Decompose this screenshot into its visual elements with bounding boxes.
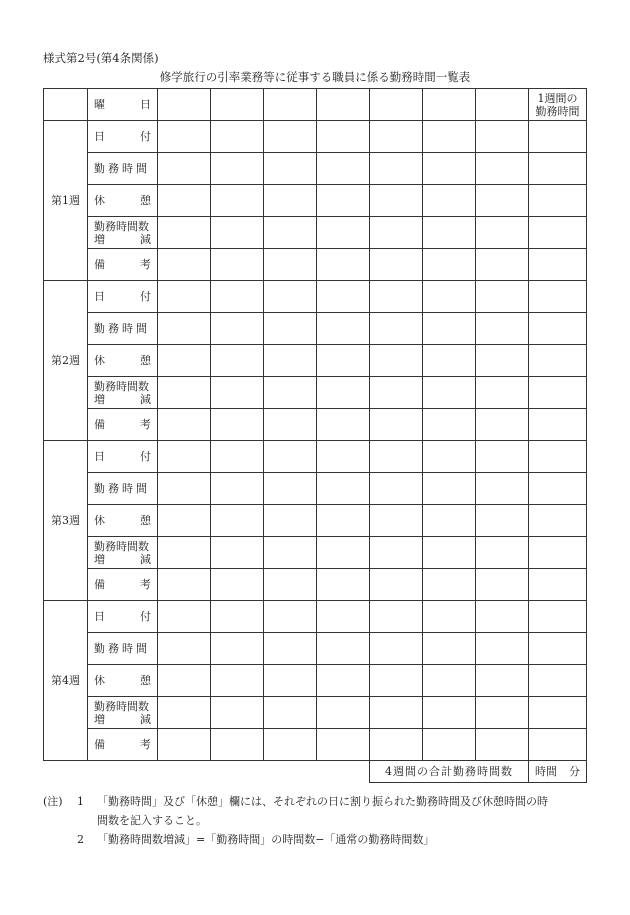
entry-cell[interactable] (370, 633, 423, 665)
entry-cell[interactable] (476, 153, 529, 185)
entry-cell[interactable] (158, 473, 211, 505)
weekly-total-cell[interactable] (529, 409, 587, 441)
row-label: 勤務時間数 増 減 (88, 537, 158, 569)
entry-cell[interactable] (476, 473, 529, 505)
row-label: 勤務時間 (88, 153, 158, 185)
entry-cell[interactable] (158, 217, 211, 249)
entry-cell[interactable] (423, 537, 476, 569)
entry-cell[interactable] (211, 633, 264, 665)
weekly-total-cell[interactable] (529, 505, 587, 537)
entry-cell[interactable] (317, 505, 370, 537)
entry-cell[interactable] (423, 569, 476, 601)
entry-cell[interactable] (370, 537, 423, 569)
entry-cell[interactable] (158, 697, 211, 729)
row-label: 勤務時間数 増 減 (88, 697, 158, 729)
entry-cell[interactable] (211, 377, 264, 409)
entry-cell[interactable] (158, 345, 211, 377)
hours-increase-row (44, 217, 587, 249)
entry-cell[interactable] (158, 121, 211, 153)
entry-cell[interactable] (317, 665, 370, 697)
day-cell[interactable] (211, 89, 264, 121)
entry-cell[interactable] (476, 377, 529, 409)
entry-cell[interactable] (423, 633, 476, 665)
entry-cell[interactable] (317, 249, 370, 281)
entry-cell[interactable] (370, 345, 423, 377)
entry-cell[interactable] (264, 665, 317, 697)
rest-row (44, 665, 587, 697)
entry-cell[interactable] (211, 473, 264, 505)
entry-cell[interactable] (423, 505, 476, 537)
note-text: 「勤務時間数増減」=「勤務時間」の時間数−「通常の勤務時間数」 (97, 833, 435, 846)
entry-cell[interactable] (370, 505, 423, 537)
entry-cell[interactable] (264, 249, 317, 281)
entry-cell[interactable] (423, 409, 476, 441)
week-label: 第3週 (44, 441, 88, 601)
entry-cell[interactable] (476, 505, 529, 537)
entry-cell[interactable] (423, 185, 476, 217)
entry-cell[interactable] (211, 121, 264, 153)
entry-cell[interactable] (158, 249, 211, 281)
form-number: 様式第2号(第4条関係) (43, 51, 159, 65)
row-label: 勤務時間 (88, 313, 158, 345)
entry-cell[interactable] (158, 281, 211, 313)
week-label: 第2週 (44, 281, 88, 441)
entry-cell[interactable] (423, 281, 476, 313)
weekly-total-cell[interactable] (529, 121, 587, 153)
entry-cell[interactable] (264, 345, 317, 377)
row-label: 日 付 (88, 121, 158, 153)
entry-cell[interactable] (423, 377, 476, 409)
entry-cell[interactable] (317, 473, 370, 505)
row-label: 備 考 (88, 409, 158, 441)
row-label: 備 考 (88, 249, 158, 281)
date-row (44, 281, 587, 313)
entry-cell[interactable] (317, 281, 370, 313)
day-of-week-label: 曜 日 (88, 89, 158, 121)
entry-cell[interactable] (476, 729, 529, 761)
weekly-total-cell[interactable] (529, 569, 587, 601)
entry-cell[interactable] (423, 665, 476, 697)
entry-cell[interactable] (370, 185, 423, 217)
weekly-total-cell[interactable] (529, 665, 587, 697)
four-week-total-label: 4週間の合計勤務時間数 (370, 761, 529, 783)
entry-cell[interactable] (423, 121, 476, 153)
entry-cell[interactable] (158, 505, 211, 537)
notes (43, 792, 617, 849)
entry-cell[interactable] (158, 313, 211, 345)
row-label: 休 憩 (88, 185, 158, 217)
weekly-total-cell[interactable] (529, 441, 587, 473)
work-hours-row (44, 313, 587, 345)
row-label: 日 付 (88, 441, 158, 473)
row-label: 勤務時間数 増 減 (88, 377, 158, 409)
entry-cell[interactable] (211, 665, 264, 697)
weekly-total-cell[interactable] (529, 601, 587, 633)
entry-cell[interactable] (158, 377, 211, 409)
entry-cell[interactable] (211, 217, 264, 249)
entry-cell[interactable] (370, 281, 423, 313)
entry-cell[interactable] (370, 313, 423, 345)
entry-cell[interactable] (476, 569, 529, 601)
date-row (44, 601, 587, 633)
weekly-total-cell[interactable] (529, 217, 587, 249)
entry-cell[interactable] (423, 249, 476, 281)
entry-cell[interactable] (476, 601, 529, 633)
entry-cell[interactable] (264, 601, 317, 633)
entry-cell[interactable] (317, 537, 370, 569)
hours-increase-row (44, 377, 587, 409)
note-number: 1 (77, 795, 84, 808)
entry-cell[interactable] (211, 537, 264, 569)
entry-cell[interactable] (423, 441, 476, 473)
entry-cell[interactable] (370, 249, 423, 281)
row-label: 勤務時間数 増 減 (88, 217, 158, 249)
entry-cell[interactable] (158, 729, 211, 761)
entry-cell[interactable] (370, 697, 423, 729)
day-cell[interactable] (317, 89, 370, 121)
rest-row (44, 505, 587, 537)
entry-cell[interactable] (370, 217, 423, 249)
entry-cell[interactable] (370, 601, 423, 633)
entry-cell[interactable] (423, 473, 476, 505)
day-cell[interactable] (476, 89, 529, 121)
entry-cell[interactable] (264, 217, 317, 249)
entry-cell[interactable] (370, 121, 423, 153)
note-text: 「勤務時間」及び「休憩」欄には、それぞれの日に割り振られた勤務時間及び休憩時間の時 (97, 795, 548, 808)
row-label: 日 付 (88, 281, 158, 313)
entry-cell[interactable] (476, 185, 529, 217)
entry-cell[interactable] (317, 313, 370, 345)
entry-cell[interactable] (476, 313, 529, 345)
entry-cell[interactable] (158, 537, 211, 569)
entry-cell[interactable] (211, 153, 264, 185)
note-text: 間数を記入すること。 (97, 814, 207, 827)
row-label: 備 考 (88, 569, 158, 601)
entry-cell[interactable] (317, 569, 370, 601)
entry-cell[interactable] (158, 633, 211, 665)
date-row (44, 121, 587, 153)
entry-cell[interactable] (370, 377, 423, 409)
entry-cell[interactable] (211, 185, 264, 217)
entry-cell[interactable] (211, 569, 264, 601)
weekly-total-cell[interactable] (529, 473, 587, 505)
entry-cell[interactable] (476, 537, 529, 569)
row-label: 日 付 (88, 601, 158, 633)
entry-cell[interactable] (317, 217, 370, 249)
entry-cell[interactable] (211, 249, 264, 281)
entry-cell[interactable] (476, 345, 529, 377)
weekly-total-cell[interactable] (529, 697, 587, 729)
entry-cell[interactable] (476, 441, 529, 473)
entry-cell[interactable] (264, 505, 317, 537)
entry-cell[interactable] (476, 249, 529, 281)
weekly-total-cell[interactable] (529, 249, 587, 281)
entry-cell[interactable] (317, 153, 370, 185)
entry-cell[interactable] (211, 441, 264, 473)
weekly-total-cell[interactable] (529, 633, 587, 665)
remarks-row (44, 569, 587, 601)
entry-cell[interactable] (211, 281, 264, 313)
row-label: 休 憩 (88, 505, 158, 537)
entry-cell[interactable] (264, 569, 317, 601)
entry-cell[interactable] (476, 665, 529, 697)
entry-cell[interactable] (370, 569, 423, 601)
row-label: 勤務時間 (88, 473, 158, 505)
notes-prefix: (注) (43, 795, 63, 808)
entry-cell[interactable] (423, 313, 476, 345)
week-label: 第4週 (44, 601, 88, 761)
entry-cell[interactable] (476, 217, 529, 249)
entry-cell[interactable] (317, 633, 370, 665)
entry-cell[interactable] (370, 409, 423, 441)
weekly-total-cell[interactable] (529, 729, 587, 761)
entry-cell[interactable] (476, 697, 529, 729)
entry-cell[interactable] (317, 409, 370, 441)
day-cell[interactable] (423, 89, 476, 121)
entry-cell[interactable] (317, 729, 370, 761)
entry-cell[interactable] (158, 601, 211, 633)
entry-cell[interactable] (158, 665, 211, 697)
entry-cell[interactable] (211, 345, 264, 377)
entry-cell[interactable] (264, 441, 317, 473)
weekly-total-cell[interactable] (529, 537, 587, 569)
remarks-row (44, 249, 587, 281)
row-label: 備 考 (88, 729, 158, 761)
entry-cell[interactable] (264, 537, 317, 569)
entry-cell[interactable] (370, 729, 423, 761)
entry-cell[interactable] (211, 729, 264, 761)
entry-cell[interactable] (370, 441, 423, 473)
entry-cell[interactable] (476, 281, 529, 313)
entry-cell[interactable] (423, 601, 476, 633)
row-label: 休 憩 (88, 665, 158, 697)
entry-cell[interactable] (423, 345, 476, 377)
entry-cell[interactable] (158, 569, 211, 601)
weekly-total-cell[interactable] (529, 185, 587, 217)
header-row (44, 89, 587, 121)
entry-cell[interactable] (423, 153, 476, 185)
remarks-row (44, 729, 587, 761)
entry-cell[interactable] (264, 697, 317, 729)
entry-cell[interactable] (370, 665, 423, 697)
weekly-total-cell[interactable] (529, 345, 587, 377)
entry-cell[interactable] (158, 409, 211, 441)
entry-cell[interactable] (158, 153, 211, 185)
date-row (44, 441, 587, 473)
entry-cell[interactable] (264, 473, 317, 505)
hours-increase-row (44, 537, 587, 569)
entry-cell[interactable] (264, 409, 317, 441)
entry-cell[interactable] (317, 441, 370, 473)
entry-cell[interactable] (264, 377, 317, 409)
entry-cell[interactable] (317, 377, 370, 409)
weekly-total-cell[interactable] (529, 281, 587, 313)
entry-cell[interactable] (317, 121, 370, 153)
hours-increase-row (44, 697, 587, 729)
day-cell[interactable] (264, 89, 317, 121)
day-cell[interactable] (370, 89, 423, 121)
entry-cell[interactable] (211, 409, 264, 441)
entry-cell[interactable] (264, 313, 317, 345)
rest-row (44, 345, 587, 377)
entry-cell[interactable] (317, 345, 370, 377)
note-number: 2 (77, 833, 84, 846)
entry-cell[interactable] (317, 697, 370, 729)
document-title: 修学旅行の引率業務等に従事する職員に係る勤務時間一覧表 (159, 70, 471, 84)
day-cell[interactable] (158, 89, 211, 121)
entry-cell[interactable] (476, 409, 529, 441)
entry-cell[interactable] (317, 185, 370, 217)
weekly-total-cell[interactable] (529, 313, 587, 345)
entry-cell[interactable] (211, 313, 264, 345)
entry-cell[interactable] (264, 633, 317, 665)
entry-cell[interactable] (476, 121, 529, 153)
week-label: 第1週 (44, 121, 88, 281)
weekly-total-header: 1週間の 勤務時間 (529, 89, 587, 121)
row-label: 休 憩 (88, 345, 158, 377)
four-week-total-value[interactable]: 時間 分 (529, 761, 587, 783)
entry-cell[interactable] (211, 505, 264, 537)
row-label: 勤務時間 (88, 633, 158, 665)
entry-cell[interactable] (158, 185, 211, 217)
work-hours-row (44, 473, 587, 505)
entry-cell[interactable] (264, 281, 317, 313)
entry-cell[interactable] (423, 217, 476, 249)
entry-cell[interactable] (476, 633, 529, 665)
entry-cell[interactable] (211, 601, 264, 633)
entry-cell[interactable] (317, 601, 370, 633)
entry-cell[interactable] (158, 441, 211, 473)
weekly-total-cell[interactable] (529, 377, 587, 409)
entry-cell[interactable] (264, 185, 317, 217)
rest-row (44, 185, 587, 217)
remarks-row (44, 409, 587, 441)
weekly-total-cell[interactable] (529, 153, 587, 185)
four-week-total-row (44, 761, 587, 783)
entry-cell[interactable] (370, 153, 423, 185)
entry-cell[interactable] (370, 473, 423, 505)
entry-cell[interactable] (264, 729, 317, 761)
entry-cell[interactable] (264, 121, 317, 153)
corner-cell (44, 89, 88, 121)
work-hours-row (44, 153, 587, 185)
work-hours-table (43, 88, 587, 783)
entry-cell[interactable] (211, 697, 264, 729)
work-hours-row (44, 633, 587, 665)
entry-cell[interactable] (423, 697, 476, 729)
entry-cell[interactable] (264, 153, 317, 185)
entry-cell[interactable] (423, 729, 476, 761)
